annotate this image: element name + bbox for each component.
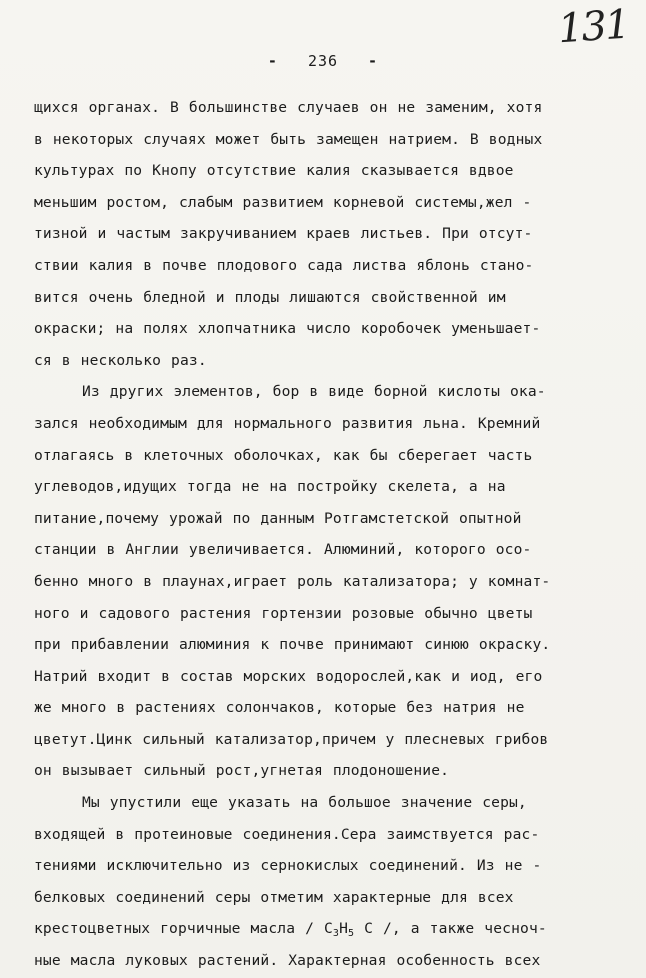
paragraph [34,376,624,787]
text-line: ного и садового растения гортензии розовые обычно цветы [34,604,533,622]
paragraph [34,787,624,977]
text-line: Натрий входит в состав морских водорослей,как и иод, его [34,667,543,685]
text-line: отлагаясь в клеточных оболочках, как бы сберегает часть [34,446,533,464]
page-number-header [0,52,646,70]
chemical-formula: $C_3H_5$ [323,920,355,940]
text-line: ся в несколько раз. [34,351,207,369]
page-number: 236 [307,52,339,70]
text-line: тизной и частым закручиванием краев листьев. При отсут- [34,225,533,243]
text-line: питание,почему урожай по данным Ротгамстетской опытной [34,509,522,527]
text-line: станции в Англии увеличивается. Алюминий, которого осо- [34,541,532,559]
text-line: белковых соединений серы отметим характерные для всех [34,888,514,906]
text-line: зался необходимым для нормального развития льна. Кремний [34,414,541,432]
text-line: бенно много в плаунах,играет роль катализатора; у комнат- [34,572,551,590]
body-text [34,92,624,977]
text-line: культурах по Кнопу отсутствие калия сказывается вдвое [34,162,514,180]
text-line: вится очень бледной и плоды лишаются свойственной им [34,288,506,306]
text-line: тениями исключительно из сернокислых соединений. Из не - [34,857,542,875]
text-line: входящей в протеиновые соединения.Сера заимствуется рас- [34,825,540,843]
archive-number: 131 [556,1,630,53]
text-line: крестоцветных горчичные масла / $C_3H_5$ C /, а также чесноч- [34,920,547,940]
text-line: щихся органах. В большинстве случаев он не заменим, хотя [34,99,543,116]
text-line: Мы упустили еще указать на большое значение серы, [82,794,527,812]
paragraph [34,92,624,376]
text-line: в некоторых случаях может быть замещен натрием. В водных [34,130,543,148]
text-line: Из других элементов, бор в виде борной кислоты ока- [82,383,546,401]
page-number-dash-left: - [267,52,278,70]
text-line: меньшим ростом, слабым развитием корневой системы,жел - [34,193,532,211]
text-line: же много в растениях солончаков, которые без натрия не [34,699,525,717]
text-line: он вызывает сильный рост,угнетая плодоношение. [34,762,450,780]
text-line: цветут.Цинк сильный катализатор,причем у плесневых грибов [34,730,549,748]
text-line: углеводов,идущих тогда не на постройку скелета, а на [34,478,506,496]
text-line: ствии калия в почве плодового сада листва яблонь стано- [34,256,534,274]
page-number-dash-right: - [368,52,379,70]
text-line: при прибавлении алюминия к почве принимают синюю окраску. [34,636,551,654]
text-line: ные масла луковых растений. Характерная особенность всех [34,952,541,970]
text-line: окраски; на полях хлопчатника число коробочек уменьшает- [34,320,541,338]
